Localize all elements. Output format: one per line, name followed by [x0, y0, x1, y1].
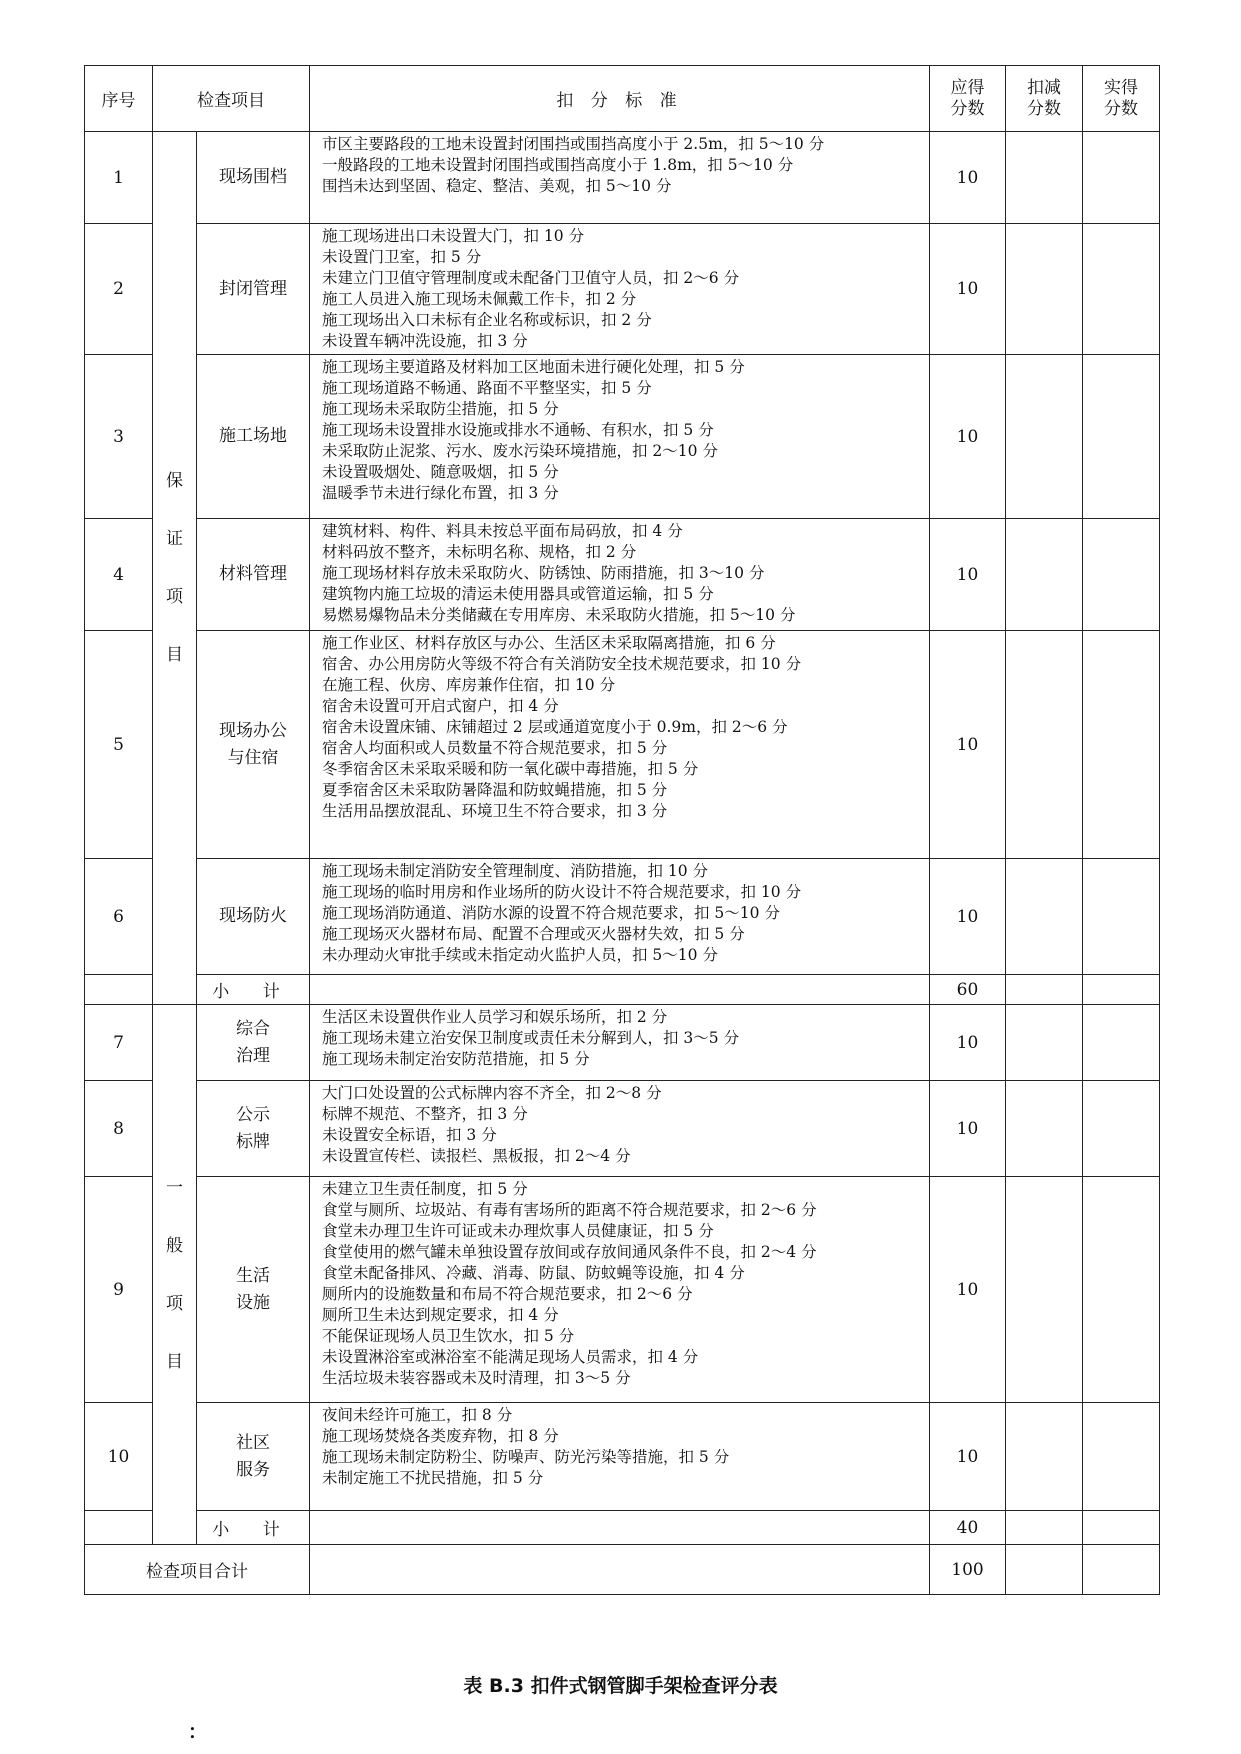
- criteria-line: 材料码放不整齐，未标明名称、规格，扣 2 分: [322, 543, 637, 561]
- should-score: 10: [930, 631, 1006, 859]
- criteria-line: 未采取防止泥浆、污水、废水污染环境措施，扣 2～10 分: [322, 442, 718, 460]
- criteria-line: 夜间未经许可施工，扣 8 分: [322, 1406, 513, 1424]
- criteria-line: 施工现场出入口未标有企业名称或标识，扣 2 分: [322, 311, 652, 329]
- table-row: [85, 132, 1160, 224]
- deduction-criteria: [310, 859, 930, 975]
- subtotal-actual: [1083, 975, 1160, 1005]
- criteria-line: 标牌不规范、不整齐，扣 3 分: [322, 1105, 528, 1123]
- header-should-score-line1: 应得: [950, 77, 985, 98]
- check-item-line: 现场办公: [219, 720, 287, 741]
- criteria-line: 未设置淋浴室或淋浴室不能满足现场人员需求，扣 4 分: [322, 1348, 699, 1366]
- actual-score: [1083, 631, 1160, 859]
- subtotal-number: [85, 975, 153, 1005]
- subtotal-number: [85, 1511, 153, 1545]
- actual-score: [1083, 1081, 1160, 1177]
- deducted-score: [1006, 1005, 1083, 1081]
- category-char: 目: [166, 1351, 183, 1372]
- should-score: 10: [930, 355, 1006, 519]
- deducted-score: [1006, 1177, 1083, 1403]
- criteria-line: 建筑物内施工垃圾的清运未使用器具或管道运输，扣 5 分: [322, 585, 714, 603]
- subtotal-deducted: [1006, 1511, 1083, 1545]
- criteria-line: 建筑材料、构件、料具未按总平面布局码放，扣 4 分: [322, 522, 683, 540]
- criteria-line: 施工现场未制定消防安全管理制度、消防措施，扣 10 分: [322, 862, 709, 880]
- table-row: [85, 1005, 1160, 1081]
- criteria-line: 食堂与厕所、垃圾站、有毒有害场所的距离不符合规范要求，扣 2～6 分: [322, 1201, 817, 1219]
- check-item: [197, 519, 310, 631]
- check-item-line: 生活: [236, 1265, 270, 1286]
- criteria-line: 未建立门卫值守管理制度或未配备门卫值守人员，扣 2～6 分: [322, 269, 740, 287]
- deducted-score: [1006, 519, 1083, 631]
- criteria-line: 施工作业区、材料存放区与办公、生活区未采取隔离措施，扣 6 分: [322, 634, 776, 652]
- header-actual-line1: 实得: [1104, 77, 1138, 98]
- criteria-line: 施工现场未制定治安防范措施，扣 5 分: [322, 1050, 590, 1068]
- criteria-line: 宿舍人均面积或人员数量不符合规范要求，扣 5 分: [322, 739, 668, 757]
- table-row: [85, 1081, 1160, 1177]
- check-item: [197, 859, 310, 975]
- row-number: 5: [85, 631, 153, 859]
- deduction-criteria: [310, 1005, 930, 1081]
- criteria-line: 施工现场消防通道、消防水源的设置不符合规范要求，扣 5～10 分: [322, 904, 780, 922]
- criteria-line: 食堂使用的燃气罐未单独设置存放间或存放间通风条件不良，扣 2～4 分: [322, 1243, 817, 1261]
- criteria-line: 施工现场进出口未设置大门，扣 10 分: [322, 227, 585, 245]
- deduction-criteria: [310, 132, 930, 224]
- criteria-line: 宿舍未设置床铺、床铺超过 2 层或通道宽度小于 0.9m，扣 2～6 分: [322, 718, 788, 736]
- table-row: [85, 1403, 1160, 1511]
- subtotal-deducted: [1006, 975, 1083, 1005]
- category-char: 目: [166, 645, 183, 665]
- criteria-line: 施工人员进入施工现场未佩戴工作卡，扣 2 分: [322, 290, 637, 308]
- row-number: 1: [85, 132, 153, 224]
- check-item-line: 综合: [236, 1018, 270, 1039]
- total-criteria: [310, 1545, 930, 1595]
- check-item: [197, 355, 310, 519]
- criteria-line: 未办理动火审批手续或未指定动火监护人员，扣 5～10 分: [322, 946, 718, 964]
- criteria-line: 施工现场的临时用房和作业场所的防火设计不符合规范要求，扣 10 分: [322, 883, 802, 901]
- deducted-score: [1006, 859, 1083, 975]
- deducted-score: [1006, 1081, 1083, 1177]
- table-row: [85, 519, 1160, 631]
- subtotal-criteria: [310, 975, 930, 1005]
- check-item-line: 标牌: [236, 1131, 270, 1152]
- criteria-line: 厕所内的设施数量和布局不符合规范要求，扣 2～6 分: [322, 1285, 693, 1303]
- header-check-item: 检查项目: [153, 66, 310, 132]
- criteria-line: 施工现场材料存放未采取防火、防锈蚀、防雨措施，扣 3～10 分: [322, 564, 765, 582]
- deducted-score: [1006, 132, 1083, 224]
- category-char: 一: [166, 1177, 183, 1198]
- criteria-line: 未设置门卫室，扣 5 分: [322, 248, 482, 266]
- header-actual-line2: 分数: [1104, 98, 1138, 119]
- criteria-line: 生活区未设置供作业人员学习和娱乐场所，扣 2 分: [322, 1008, 668, 1026]
- total-score: 100: [930, 1545, 1006, 1595]
- criteria-line: 生活用品摆放混乱、环境卫生不符合要求，扣 3 分: [322, 802, 668, 820]
- header-actual-score: [1083, 66, 1160, 132]
- check-item: [197, 1177, 310, 1403]
- criteria-line: 未设置车辆冲洗设施，扣 3 分: [322, 332, 528, 350]
- check-item: [197, 631, 310, 859]
- deduction-criteria: [310, 224, 930, 355]
- subtotal-label: 小 计: [197, 1511, 310, 1545]
- deduction-criteria: [310, 355, 930, 519]
- header-deduct-line1: 扣减: [1027, 77, 1061, 98]
- criteria-line: 施工现场未建立治安保卫制度或责任未分解到人，扣 3～5 分: [322, 1029, 740, 1047]
- table-caption: 表 B.3 扣件式钢管脚手架检查评分表: [463, 1675, 778, 1697]
- table-row: [85, 859, 1160, 975]
- should-score: 10: [930, 1081, 1006, 1177]
- criteria-line: 宿舍未设置可开启式窗户，扣 4 分: [322, 697, 559, 715]
- criteria-line: 厕所卫生未达到规定要求，扣 4 分: [322, 1306, 559, 1324]
- header-should-score-line2: 分数: [950, 98, 985, 119]
- check-item: [197, 1081, 310, 1177]
- table-row: [85, 355, 1160, 519]
- criteria-line: 施工现场焚烧各类废弃物，扣 8 分: [322, 1427, 559, 1445]
- should-score: 10: [930, 1403, 1006, 1511]
- criteria-line: 未设置宣传栏、读报栏、黑板报，扣 2～4 分: [322, 1147, 631, 1165]
- check-item: [197, 224, 310, 355]
- criteria-line: 施工现场未设置排水设施或排水不通畅、有积水，扣 5 分: [322, 421, 714, 439]
- table-row: [85, 631, 1160, 859]
- actual-score: [1083, 224, 1160, 355]
- deduction-criteria: [310, 1403, 930, 1511]
- criteria-line: 冬季宿舍区未采取采暖和防一氧化碳中毒措施，扣 5 分: [322, 760, 699, 778]
- header-deduct-line2: 分数: [1027, 98, 1061, 119]
- total-row: [85, 1545, 1160, 1595]
- category-char: 保: [166, 471, 183, 491]
- row-number: 8: [85, 1081, 153, 1177]
- category-char: 项: [166, 1293, 183, 1314]
- criteria-line: 未建立卫生责任制度，扣 5 分: [322, 1180, 528, 1198]
- actual-score: [1083, 1403, 1160, 1511]
- actual-score: [1083, 1005, 1160, 1081]
- subtotal-criteria: [310, 1511, 930, 1545]
- should-score: 10: [930, 1177, 1006, 1403]
- criteria-line: 未制定施工不扰民措施，扣 5 分: [322, 1469, 544, 1487]
- check-item-line: 现场防火: [219, 906, 287, 926]
- header-criteria: 扣 分 标 准: [310, 66, 930, 132]
- should-score: 10: [930, 1005, 1006, 1081]
- deducted-score: [1006, 355, 1083, 519]
- check-item-line: 公示: [236, 1104, 270, 1125]
- subtotal-score: 60: [930, 975, 1006, 1005]
- criteria-line: 夏季宿舍区未采取防暑降温和防蚊蝇措施，扣 5 分: [322, 781, 668, 799]
- trailing-mark: ：: [188, 1721, 208, 1743]
- total-label: 检查项目合计: [85, 1545, 310, 1595]
- inspection-score-table: [84, 65, 1160, 1595]
- category-guarantee: [153, 132, 197, 1005]
- subtotal-row: [85, 975, 1160, 1005]
- total-actual: [1083, 1545, 1160, 1595]
- row-number: 7: [85, 1005, 153, 1081]
- header-seq: 序号: [85, 66, 153, 132]
- deduction-criteria: [310, 1081, 930, 1177]
- deduction-criteria: [310, 1177, 930, 1403]
- criteria-line: 施工现场未采取防尘措施，扣 5 分: [322, 400, 559, 418]
- header-row: [85, 66, 1160, 132]
- criteria-line: 施工现场未制定防粉尘、防噪声、防光污染等措施，扣 5 分: [322, 1448, 730, 1466]
- actual-score: [1083, 132, 1160, 224]
- subtotal-actual: [1083, 1511, 1160, 1545]
- deducted-score: [1006, 631, 1083, 859]
- criteria-line: 不能保证现场人员卫生饮水，扣 5 分: [322, 1327, 575, 1345]
- criteria-line: 生活垃圾未装容器或未及时清理，扣 3～5 分: [322, 1369, 631, 1387]
- criteria-line: 施工现场道路不畅通、路面不平整坚实，扣 5 分: [322, 379, 652, 397]
- actual-score: [1083, 1177, 1160, 1403]
- row-number: 9: [85, 1177, 153, 1403]
- criteria-line: 围挡未达到坚固、稳定、整洁、美观，扣 5～10 分: [322, 177, 672, 195]
- table-row: [85, 1177, 1160, 1403]
- row-number: 4: [85, 519, 153, 631]
- actual-score: [1083, 859, 1160, 975]
- row-number: 10: [85, 1403, 153, 1511]
- header-deduct-score: [1006, 66, 1083, 132]
- category-char: 般: [166, 1235, 183, 1256]
- check-item-line: 服务: [236, 1459, 270, 1480]
- check-item-line: 社区: [236, 1432, 270, 1453]
- criteria-line: 施工现场灭火器材布局、配置不合理或灭火器材失效，扣 5 分: [322, 925, 745, 943]
- category-char: 证: [166, 529, 183, 549]
- criteria-line: 易燃易爆物品未分类储藏在专用库房、未采取防火措施，扣 5～10 分: [322, 606, 796, 624]
- row-number: 3: [85, 355, 153, 519]
- total-deducted: [1006, 1545, 1083, 1595]
- check-item-line: 与住宿: [227, 747, 279, 768]
- deduction-criteria: [310, 519, 930, 631]
- subtotal-score: 40: [930, 1511, 1006, 1545]
- row-number: 6: [85, 859, 153, 975]
- deducted-score: [1006, 224, 1083, 355]
- header-should-score: [930, 66, 1006, 132]
- category-char: 项: [166, 587, 183, 607]
- table-row: [85, 224, 1160, 355]
- should-score: 10: [930, 859, 1006, 975]
- subtotal-row: [85, 1511, 1160, 1545]
- criteria-line: 食堂未办理卫生许可证或未办理炊事人员健康证，扣 5 分: [322, 1222, 714, 1240]
- criteria-line: 未设置安全标语，扣 3 分: [322, 1126, 497, 1144]
- subtotal-label: 小 计: [197, 975, 310, 1005]
- check-item-line: 设施: [236, 1292, 270, 1313]
- deduction-criteria: [310, 631, 930, 859]
- criteria-line: 市区主要路段的工地未设置封闭围挡或围挡高度小于 2.5m，扣 5～10 分: [322, 135, 825, 153]
- criteria-line: 宿舍、办公用房防火等级不符合有关消防安全技术规范要求，扣 10 分: [322, 655, 802, 673]
- criteria-line: 温暖季节未进行绿化布置，扣 3 分: [322, 484, 559, 502]
- should-score: 10: [930, 519, 1006, 631]
- check-item: [197, 1005, 310, 1081]
- check-item: [197, 132, 310, 224]
- check-item-line: 治理: [236, 1045, 270, 1066]
- check-item-line: 封闭管理: [219, 278, 287, 299]
- row-number: 2: [85, 224, 153, 355]
- criteria-line: 食堂未配备排风、冷藏、消毒、防鼠、防蚊蝇等设施，扣 4 分: [322, 1264, 745, 1282]
- check-item: [197, 1403, 310, 1511]
- check-item-line: 材料管理: [219, 564, 287, 584]
- check-item-line: 现场围档: [219, 167, 287, 187]
- criteria-line: 未设置吸烟处、随意吸烟，扣 5 分: [322, 463, 559, 481]
- criteria-line: 施工现场主要道路及材料加工区地面未进行硬化处理，扣 5 分: [322, 358, 745, 376]
- actual-score: [1083, 519, 1160, 631]
- should-score: 10: [930, 132, 1006, 224]
- criteria-line: 在施工程、伙房、库房兼作住宿，扣 10 分: [322, 676, 616, 694]
- criteria-line: 一般路段的工地未设置封闭围挡或围挡高度小于 1.8m，扣 5～10 分: [322, 156, 794, 174]
- criteria-line: 大门口处设置的公式标牌内容不齐全，扣 2～8 分: [322, 1084, 662, 1102]
- deducted-score: [1006, 1403, 1083, 1511]
- actual-score: [1083, 355, 1160, 519]
- category-general: [153, 1005, 197, 1545]
- should-score: 10: [930, 224, 1006, 355]
- check-item-line: 施工场地: [219, 426, 287, 446]
